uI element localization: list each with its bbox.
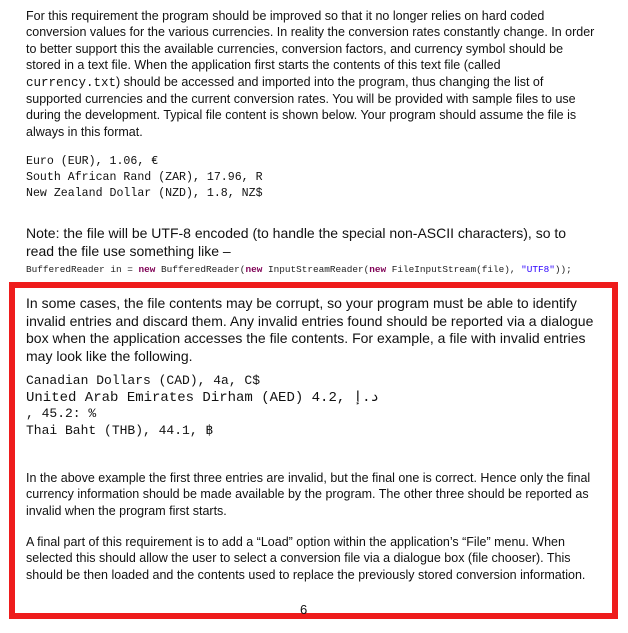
code-keyword: new bbox=[138, 264, 156, 275]
intro-text-before: For this requirement the program should be improved so that it no longer relies on hard coded conversion values for the various currencies. In reality the conversion rates constantly change. In order to better support this the available currencies, conversion factors, and currency symbol should be stored in a text file. When the application first starts the contents of this text file (called bbox=[26, 9, 595, 73]
explanation-paragraph: In the above example the first three entries are invalid, but the final one is correct. Hence only the final currency information should be made available by the program. The other three should be reported as invalid when the program first starts. bbox=[26, 471, 591, 518]
code-part: FileInputStream(file), bbox=[386, 264, 522, 275]
invalid-file-line: Canadian Dollars (CAD), 4a, C$ bbox=[26, 373, 261, 388]
invalid-file-line: Thai Baht (THB), 44.1, ฿ bbox=[26, 422, 214, 438]
invalid-file-line: , 45.2: % bbox=[26, 406, 97, 422]
code-string: "UTF8" bbox=[521, 264, 555, 275]
code-part: BufferedReader in = bbox=[26, 264, 139, 275]
sample-file-line: New Zealand Dollar (NZD), 1.8, NZ$ bbox=[26, 186, 263, 200]
sample-file-line: South African Rand (ZAR), 17.96, R bbox=[26, 170, 263, 184]
intro-text-after: ) should be accessed and imported into the program, thus changing the list of supported currencies and the current conversion rates. You will be provided with sample files to use during the development. Typical file content is shown below. Your program should assume the file is always in this format. bbox=[26, 74, 577, 139]
intro-filename: currency.txt bbox=[26, 75, 117, 90]
page-number: 6 bbox=[300, 602, 308, 617]
utf8-note: Note: the file will be UTF-8 encoded (to handle the special non-ASCII characters), so to read the file use something like – bbox=[26, 225, 567, 259]
invalid-file-line: United Arab Emirates Dirham (AED) 4.2, د.إ bbox=[26, 389, 379, 406]
intro-paragraph bbox=[26, 8, 598, 140]
invalid-entries-intro: In some cases, the file contents may be corrupt, so your program must be able to identify invalid entries and discard them. Any invalid entries found should be reported via a dialogue box when the application accesses the file contents. For example, a file with invalid entries may look like the following. bbox=[26, 295, 594, 364]
code-keyword: new bbox=[245, 264, 263, 275]
load-option-paragraph: A final part of this requirement is to add a “Load” option within the application’s “File” menu. When selected this should allow the user to select a conversion file via a dialogue box (file chooser). This should be then loaded and the contents used to replace the previously stored conversion information. bbox=[26, 535, 586, 582]
code-snippet bbox=[26, 264, 572, 276]
code-part: )); bbox=[554, 264, 572, 275]
sample-file-content bbox=[26, 154, 263, 201]
code-part: InputStreamReader( bbox=[262, 264, 370, 275]
invalid-file-content bbox=[26, 373, 379, 439]
sample-file-line: Euro (EUR), 1.06, € bbox=[26, 155, 159, 168]
code-keyword: new bbox=[369, 264, 387, 275]
code-part: BufferedReader( bbox=[155, 264, 246, 275]
